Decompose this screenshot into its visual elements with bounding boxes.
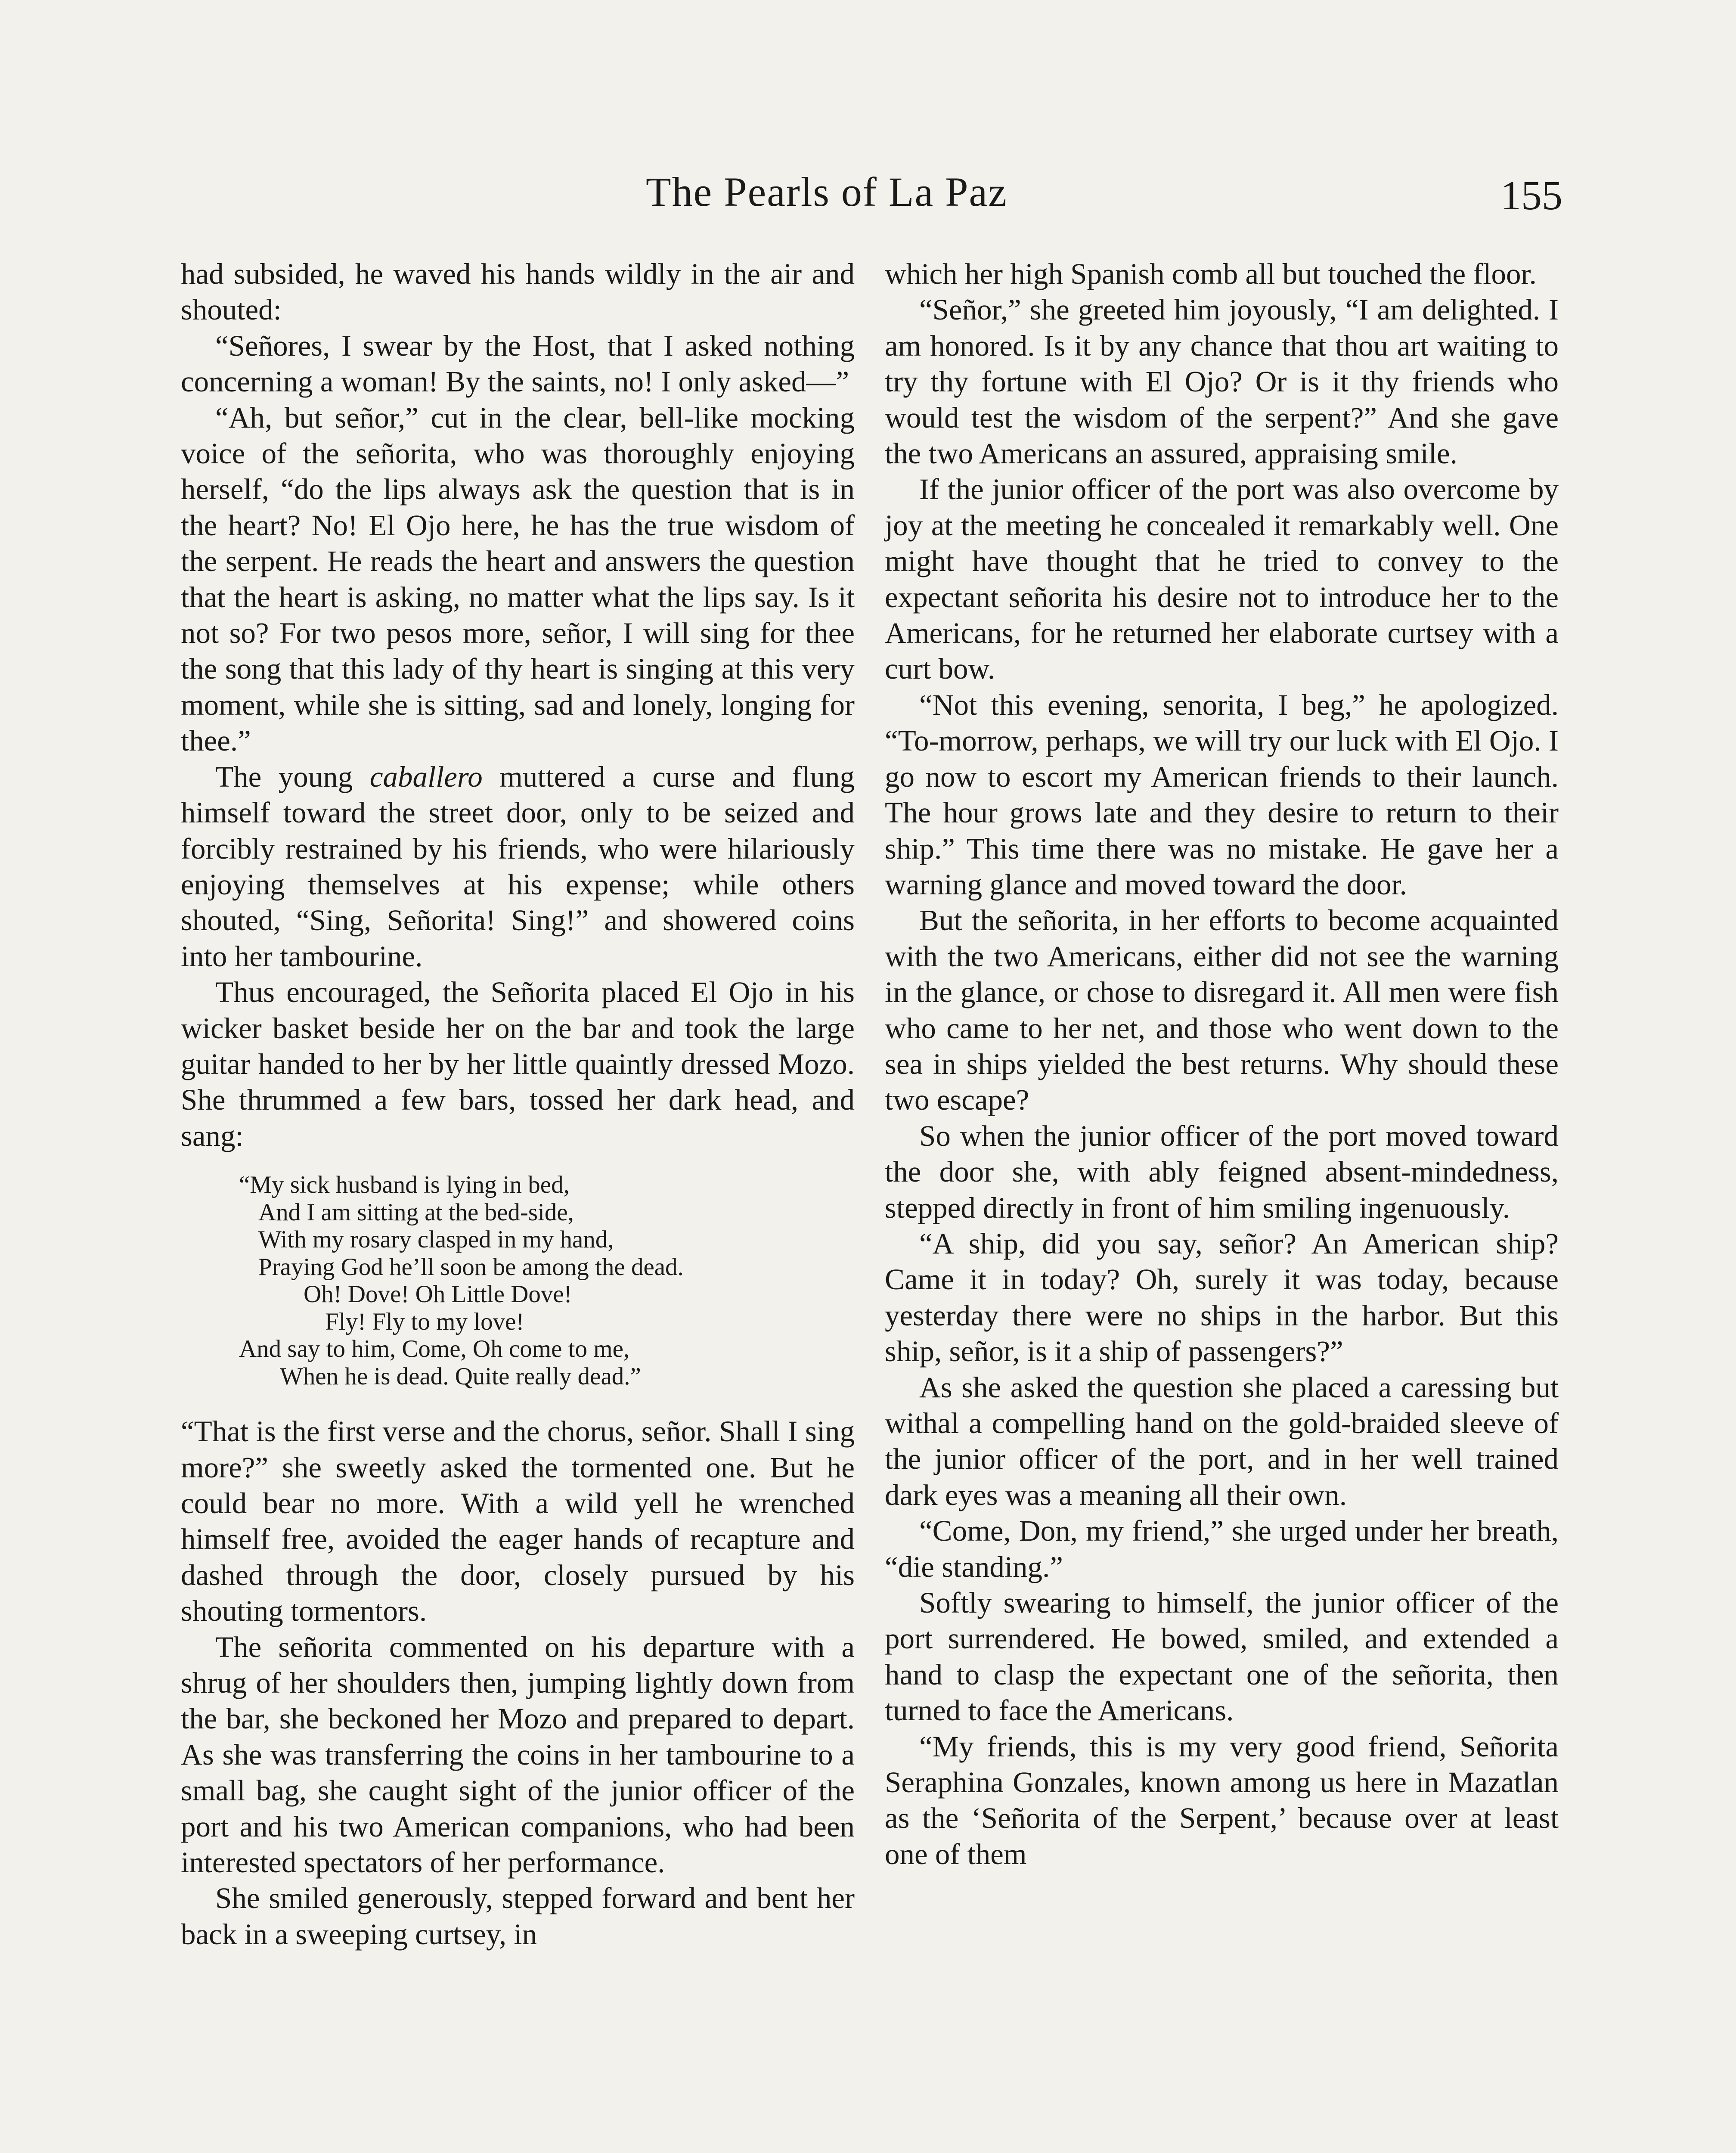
paragraph: “Not this evening, senorita, I beg,” he apologized. “To-morrow, perhaps, we will try our luck with El Ojo. I go now to escort my American friends to their launch. The hour grows late and they desire to return to their ship.” This time there was no mistake. He gave her a warning glance and moved toward the door. [885,688,1559,901]
right-column [885,256,1559,1872]
paragraph-text: The young [215,760,370,793]
paragraph: If the junior officer of the port was also overcome by joy at the meeting he concealed it remarkably well. One might have thought that he tried to convey to the expectant señorita his desire not to introduce her to the Americans, for he returned her elaborate curtsey with a curt bow. [885,473,1559,686]
page-number: 155 [1500,172,1562,218]
paragraph: which her high Spanish comb all but touched the floor. [885,257,1537,290]
verse-line: With my rosary clasped in my hand, [258,1226,614,1253]
paragraph: “Señores, I swear by the Host, that I asked nothing concerning a woman! By the saints, no! I only asked—” [181,329,855,398]
italic-word: caballero [369,760,483,793]
left-column [181,256,855,1952]
paragraph: The señorita commented on his departure with a shrug of her shoulders then, jumping lightly down from the bar, she beckoned her Mozo and prepared to depart. As she was transferring the coins in her tambourine to a small bag, she caught sight of the junior officer of the port and his two American companions, who had been interested spectators of her performance. [181,1630,855,1879]
verse-line: Fly! Fly to my love! [325,1308,524,1335]
paragraph: “My friends, this is my very good friend, Señorita Seraphina Gonzales, known among us here in Mazatlan as the ‘Señorita of the Serpent,’ because over at least one of them [885,1730,1559,1871]
paragraph: Softly swearing to himself, the junior officer of the port surrendered. He bowed, smiled, and extended a hand to clasp the expectant one of the señorita, then turned to face the Americans. [885,1586,1559,1727]
paragraph: She smiled generously, stepped forward and bent her back in a sweeping curtsey, in [181,1882,855,1951]
verse-line: Oh! Dove! Oh Little Dove! [304,1281,572,1308]
page-header [0,168,1736,224]
verse-line: And I am sitting at the bed-side, [258,1198,574,1226]
paragraph: Thus encouraged, the Señorita placed El Ojo in his wicker basket beside her on the bar and took the large guitar handed to her by her little quaintly dressed Mozo. She thrummed a few bars, tossed her dark head, and sang: [181,976,855,1152]
paragraph-text: muttered a curse and flung himself toward the street door, only to be seized and forcibly restrained by his friends, who were hilariously enjoying themselves at his expense; while others shouted, “Sing, Señorita! Sing!” and showered coins into her tambourine. [181,760,855,973]
paragraph: “That is the first verse and the chorus, señor. Shall I sing more?” she sweetly asked the tormented one. But he could bear no more. With a wild yell he wrenched himself free, avoided the eager hands of recapture and dashed through the door, closely pursued by his shouting tormentors. [181,1415,855,1628]
verse-line: Praying God he’ll soon be among the dead. [258,1253,684,1281]
paragraph: “Ah, but señor,” cut in the clear, bell-like mocking voice of the señorita, who was thoroughly enjoying herself, “do the lips always ask the question that is in the heart? No! El Ojo here, he has the true wisdom of the serpent. He reads the heart and answers the question that the heart is asking, no matter what the lips say. Is it not so? For two pesos more, señor, I will sing for thee the song that this lady of thy heart is singing at this very moment, while she is sitting, sad and lonely, longing for thee.” [181,401,855,757]
verse-line: “My sick husband is lying in bed, [239,1171,570,1199]
paragraph [181,759,855,974]
paragraph: But the señorita, in her efforts to become acquainted with the two Americans, either did not see the warning in the glance, or chose to disregard it. All men were fish who came to her net, and those who went down to the sea in ships yielded the best returns. Why should these two escape? [885,904,1559,1117]
paragraph: had subsided, he waved his hands wildly in the air and shouted: [181,257,855,326]
paragraph: As she asked the question she placed a caressing but withal a compelling hand on the gold-braided sleeve of the junior officer of the port, and in her well trained dark eyes was a meaning all their own. [885,1371,1559,1511]
running-title: The Pearls of La Paz [646,169,1008,215]
verse-line: When he is dead. Quite really dead.” [280,1362,641,1390]
song-verse [239,1171,855,1390]
verse-line: And say to him, Come, Oh come to me, [239,1335,630,1363]
paragraph: So when the junior officer of the port moved toward the door she, with ably feigned absent-mindedness, stepped directly in front of him smiling ingenuously. [885,1119,1559,1224]
paragraph: “A ship, did you say, señor? An American ship? Came it in today? Oh, surely it was today, because yesterday there were no ships in the harbor. But this ship, señor, is it a ship of passengers?” [885,1227,1559,1368]
paragraph: “Señor,” she greeted him joyously, “I am delighted. I am honored. Is it by any chance that thou art waiting to try thy fortune with El Ojo? Or is it thy friends who would test the wisdom of the serpent?” And she gave the two Americans an assured, appraising smile. [885,293,1559,470]
paragraph: “Come, Don, my friend,” she urged under her breath, “die standing.” [885,1514,1559,1583]
